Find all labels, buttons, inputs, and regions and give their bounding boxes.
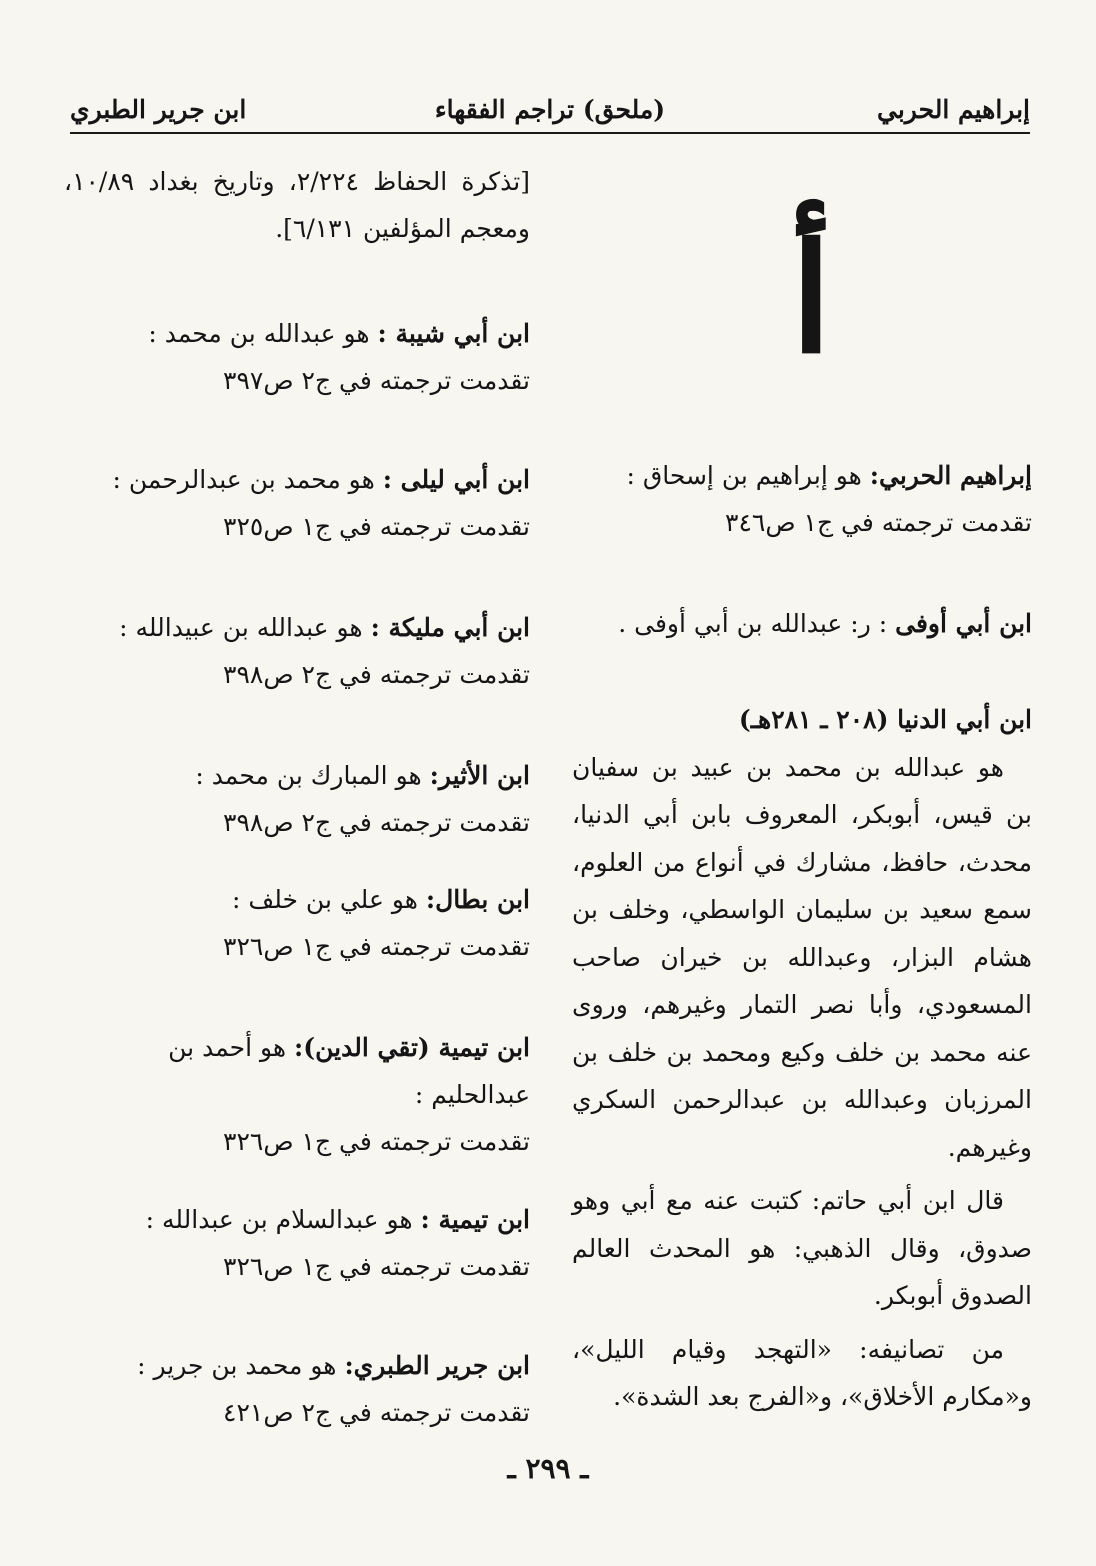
entry-reference: تقدمت ترجمته في ج١ ص٣٢٦ xyxy=(223,1252,530,1281)
bio-paragraph: هو عبدالله بن محمد بن عبيد بن سفيان بن قيس، أبوبكر، المعروف بابن أبي الدنيا، محدث، حافظ، مشارك في أنواع من العلوم، سمع سعيد بن سليمان الواسطي، وخلف بن هشام البزار، وعبدالله بن خيران صاحب المسعودي، وأبا نصر التمار وغيرهم، وروى عنه محمد بن خلف وكيع ومحمد بن خلف بن المرزبان وعبدالله بن عبدالرحمن السكري وغيرهم. xyxy=(572,752,1032,1162)
bio-paragraph: من تصانيفه: «التهجد وقيام الليل»، و«مكارم الأخلاق»، و«الفرج بعد الشدة». xyxy=(572,1334,1032,1411)
entry-body: هو محمد بن جرير : xyxy=(137,1351,345,1380)
entry-ibn-taymiyya-taqi xyxy=(64,1024,530,1165)
entry-heading: ابن أبي شيبة : xyxy=(377,319,530,348)
entry-ibn-abi-aldunya xyxy=(572,696,1032,1421)
sources-citation: [تذكرة الحفاظ ٢/٢٢٤، وتاريخ بغداد ١٠/٨٩، ومعجم المؤلفين ٦/١٣١]. xyxy=(64,167,530,243)
header-center-title: (ملحق) تراجم الفقهاء xyxy=(434,95,666,124)
entry-heading: ابن أبي مليكة : xyxy=(370,613,530,642)
header-right-title: إبراهيم الحربي xyxy=(876,95,1030,124)
entry-ibn-al-athir xyxy=(64,752,530,846)
entry-body: هو أحمد بن عبدالحليم : xyxy=(168,1033,530,1109)
entry-body: هو المبارك بن محمد : xyxy=(195,761,430,790)
entry-reference: تقدمت ترجمته في ج٢ ص٤٢١ xyxy=(223,1398,530,1427)
entry-ibn-abi-shayba xyxy=(64,310,530,404)
entry-reference: تقدمت ترجمته في ج١ ص٣٢٦ xyxy=(223,932,530,961)
entry-ibn-abi-layla xyxy=(64,456,530,550)
entry-ibn-jarir-altabari xyxy=(64,1342,530,1436)
entry-heading: ابن أبي ليلى : xyxy=(382,465,530,494)
entry-body: هو عبدالله بن عبيدالله : xyxy=(119,613,371,642)
entry-reference: تقدمت ترجمته في ج١ ص٣٢٦ xyxy=(223,1127,530,1156)
entry-ibrahim-alharbi xyxy=(572,452,1032,546)
entry-heading: ابن تيمية (تقي الدين): xyxy=(294,1033,530,1062)
header-left-title: ابن جرير الطبري xyxy=(70,95,247,124)
entry-reference: تقدمت ترجمته في ج١ ص٣٤٦ xyxy=(725,508,1032,537)
entry-heading: ابن أبي أوفى xyxy=(895,609,1032,638)
bio-paragraph: قال ابن أبي حاتم: كتبت عنه مع أبي وهو صدوق، وقال الذهبي: هو المحدث العالم الصدوق أبوبكر. xyxy=(572,1186,1032,1310)
entry-heading: ابن الأثير: xyxy=(429,761,530,790)
entry-ibn-abi-mulayka xyxy=(64,604,530,698)
bio-title: ابن أبي الدنيا (٢٠٨ ـ ٢٨١هـ) xyxy=(738,705,1032,734)
entry-heading: ابن بطال: xyxy=(425,885,530,914)
entry-heading: إبراهيم الحربي: xyxy=(869,461,1032,490)
entry-reference: تقدمت ترجمته في ج٢ ص٣٩٨ xyxy=(223,660,530,689)
left-column xyxy=(64,0,530,1440)
entry-reference: تقدمت ترجمته في ج٢ ص٣٩٧ xyxy=(223,366,530,395)
entry-body: هو محمد بن عبدالرحمن : xyxy=(112,465,383,494)
entry-ibn-taymiyya-abdulsalam xyxy=(64,1196,530,1290)
entry-heading: ابن تيمية : xyxy=(420,1205,530,1234)
entry-heading: ابن جرير الطبري: xyxy=(344,1351,530,1380)
entry-ibn-abi-awfa xyxy=(572,600,1032,647)
entry-ibn-battal xyxy=(64,876,530,970)
entry-body: هو إبراهيم بن إسحاق : xyxy=(626,461,870,490)
page-number: ـ ٢٩٩ ـ xyxy=(507,1452,589,1485)
entry-body: هو علي بن خلف : xyxy=(231,885,426,914)
entry-body: هو عبدالسلام بن عبدالله : xyxy=(145,1205,421,1234)
right-column xyxy=(572,0,1032,1440)
section-letter: أ xyxy=(790,211,832,387)
entry-reference: تقدمت ترجمته في ج١ ص٣٢٥ xyxy=(223,512,530,541)
entry-body: هو عبدالله بن محمد : xyxy=(148,319,378,348)
entry-body: : ر: عبدالله بن أبي أوفى . xyxy=(618,609,896,638)
entry-reference: تقدمت ترجمته في ج٢ ص٣٩٨ xyxy=(223,808,530,837)
